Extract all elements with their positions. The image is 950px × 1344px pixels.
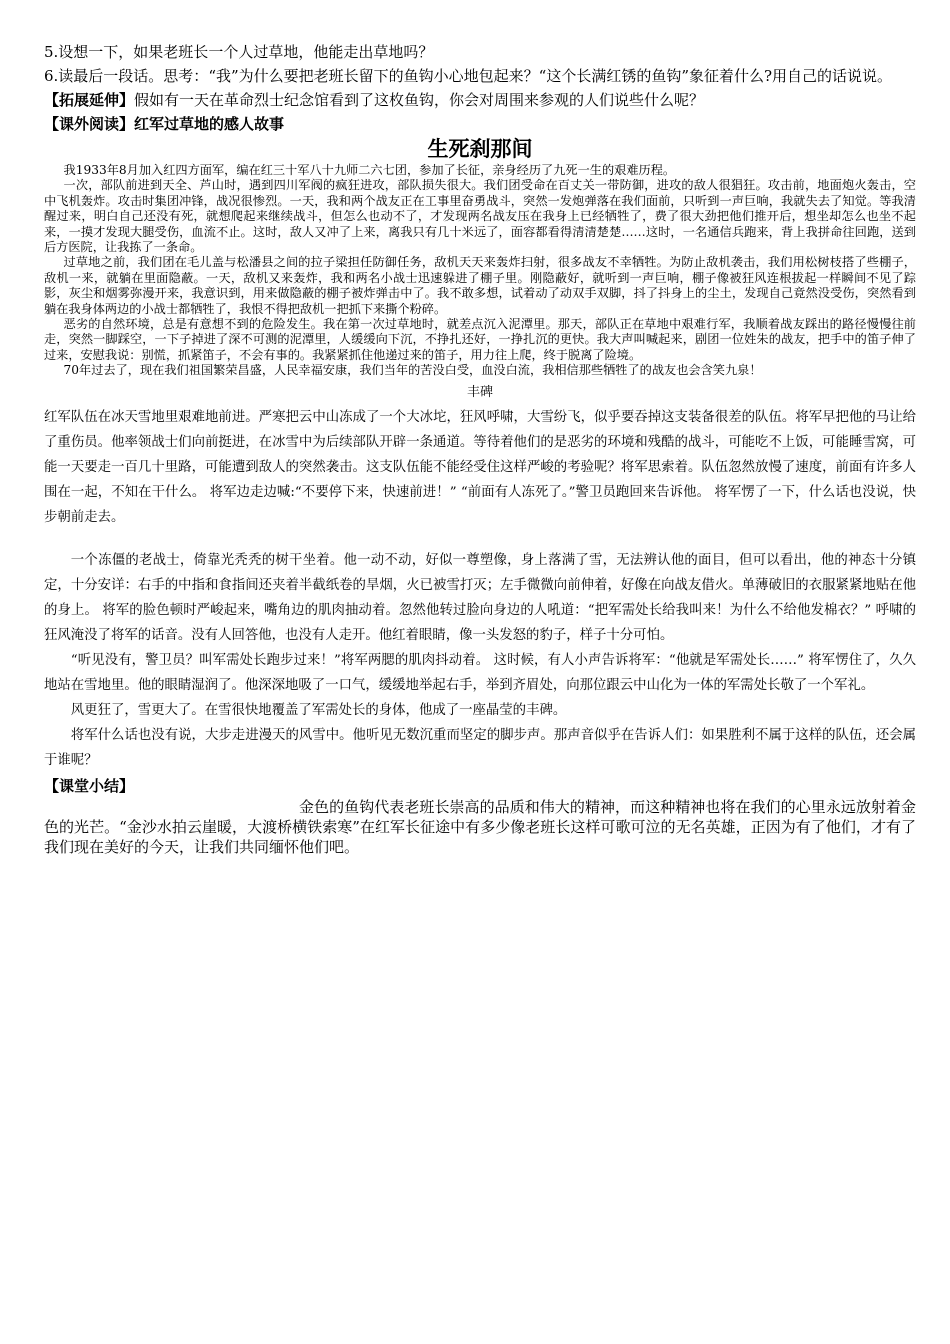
story2-paragraph: 将军什么话也没有说，大步走进漫天的风雪中。他听见无数沉重而坚定的脚步声。那声音似乎在告诉人们：如果胜利不属于这样的队伍，还会属于谁呢？: [44, 727, 916, 768]
story2-title: 丰碑: [466, 384, 493, 400]
story1-title: 生死刹那间: [427, 137, 533, 161]
story2-paragraph: “听见没有，警卫员？叫军需处长跑步过来！”将军两腮的肌肉抖动着。 这时候，有人小声告诉将军：“他就是军需处长……” 将军愣住了，久久地站在雪地里。他的眼睛湿润了。他深深地吸了一口气，缓缓地举起右手，举到齐眉处，向那位跟云中山化为一体的军需处长敬了一个军礼。: [44, 652, 916, 693]
extension-tag: 【拓展延伸】: [44, 91, 135, 109]
extension-section: [44, 88, 916, 112]
extension-text: 假如有一天在革命烈士纪念馆看到了这枚鱼钩，你会对周围来参观的人们说些什么呢？: [134, 91, 705, 109]
reading-tag: 【课外阅读】: [44, 115, 135, 133]
story1-paragraph: 恶劣的自然环境，总是有意想不到的危险发生。我在第一次过草地时，就差点沉入泥潭里。那天，部队正在草地中艰难行军，我顺着战友踩出的路径慢慢往前走，突然一脚踩空，一下子掉进了深不可测的泥潭里，人缓缓向下沉，不挣扎还好，一挣扎沉的更快。我大声叫喊起来，剧团一位姓朱的战友，把手中的笛子伸了过来，安慰我说：别慌，抓紧笛子，不会有事的。我紧紧抓住他递过来的笛子，用力往上爬，终于脱离了险境。: [44, 317, 916, 362]
story1-paragraph: 70年过去了，现在我们祖国繁荣昌盛，人民幸福安康，我们当年的苦没白受，血没白流，我相信那些牺牲了的战友也会含笑九泉！: [63, 363, 762, 378]
question-6: 6.读最后一段话。思考：“我”为什么要把老班长留下的鱼钩小心地包起来？“这个长满红锈的鱼钩”象征着什么?用自己的话说说。: [44, 67, 893, 85]
story1-body: [44, 163, 916, 379]
reading-section: [44, 112, 916, 136]
story2-paragraph: 风更狂了，雪更大了。在雪很快地覆盖了军需处长的身体，他成了一座晶莹的丰碑。: [70, 702, 567, 718]
story2-body: [44, 405, 916, 773]
reading-title: 红军过草地的感人故事: [134, 115, 285, 133]
story2-paragraph: 红军队伍在冰天雪地里艰难地前进。严寒把云中山冻成了一个大冰坨，狂风呼啸，大雪纷飞，似乎要吞掉这支装备很差的队伍。将军早把他的马让给了重伤员。他率领战士们向前挺进，在冰雪中为后续部队开辟一条通道。等待着他们的是恶劣的环境和残酷的战斗，可能吃不上饭，可能睡雪窝，可能一天要走一百几十里路，可能遭到敌人的突然袭击。这支队伍能不能经受住这样严峻的考验呢？将军思索着。队伍忽然放慢了速度，前面有许多人围在一起，不知在干什么。 将军边走边喊:“不要停下来，快速前进！” “前面有人冻死了。”警卫员跑回来告诉他。 将军愣了一下，什么话也没说，快步朝前走去。: [44, 409, 916, 525]
story1-paragraph: 我1933年8月加入红四方面军，编在红三十军八十九师二六七团，参加了长征，亲身经历了九死一生的艰难历程。: [63, 163, 676, 177]
summary-tag: 【课堂小结】: [44, 776, 135, 795]
summary-text: 金色的鱼钩代表老班长崇高的品质和伟大的精神，而这种精神也将在我们的心里永远放射着金色的光芒。“金沙水拍云崖暖，大渡桥横铁索寒”在红军长征途中有多少像老班长这样可歌可泣的无名英雄，正因为有了他们，才有了我们现在美好的今天，让我们共同缅怀他们吧。: [44, 797, 916, 856]
story2-paragraph: 一个冻僵的老战士，倚靠光秃秃的树干坐着。他一动不动，好似一尊塑像，身上落满了雪，无法辨认他的面目，但可以看出，他的神态十分镇定，十分安详：右手的中指和食指间还夹着半截纸卷的旱烟，火已被雪打灭；左手微微向前伸着，好像在向战友借火。单薄破旧的衣服紧紧地贴在他的身上。 将军的脸色顿时严峻起来，嘴角边的肌肉抽动着。忽然他转过脸向身边的人吼道：“把军需处长给我叫来！为什么不给他发棉衣？” 呼啸的狂风淹没了将军的话音。没有人回答他，也没有人走开。他红着眼睛，像一头发怒的豹子，样子十分可怕。: [44, 552, 916, 643]
question-5: 5.设想一下，如果老班长一个人过草地，他能走出草地吗？: [44, 43, 434, 61]
story1-paragraph: 过草地之前，我们团在毛儿盖与松潘县之间的拉子梁担任防御任务，敌机天天来轰炸扫射，很多战友不幸牺牲。为防止敌机袭击，我们用松树枝搭了些棚子，敌机一来，就躺在里面隐蔽。一天，敌机又来轰炸，我和两名小战士迅速躲进了棚子里。刚隐蔽好，就听到一声巨响，棚子像被狂风连根拔起一样瞬间不见了踪影，灰尘和烟雾弥漫开来，我意识到，用来做隐蔽的棚子被炸弹击中了。我不敢多想，试着动了动双手双脚，抖了抖身上的尘土，发现自己竟然没受伤，突然看到躺在我身体两边的小战士都牺牲了，我恨不得把敌机一把抓下来撕个粉碎。: [44, 255, 916, 316]
story1-paragraph: 一次，部队前进到天全、芦山时，遇到四川军阀的疯狂进攻，部队损失很大。我们团受命在百丈关一带防御，进攻的敌人很猖狂。攻击前，地面炮火轰击，空中飞机轰炸。攻击时集团冲锋，战况很惨烈。一天，我和两个战友正在工事里奋勇战斗，突然一发炮弹落在我们面前，只听到一声巨响，我就失去了知觉。等我清醒过来，明白自己还没有死，就想爬起来继续战斗，但怎么也动不了，才发现两名战友压在我身上已经牺牲了，费了很大劲把他们推开后，想坐却怎么也坐不起来，一摸才发现大腿受伤，血流不止。这时，敌人又冲了上来，离我只有几十米远了，面容都看得清清楚楚……这时，一名通信兵跑来，背上我拼命往回跑，送到后方医院，让我拣了一条命。: [44, 178, 916, 255]
summary-section: [44, 775, 916, 797]
document-page: [44, 40, 916, 857]
